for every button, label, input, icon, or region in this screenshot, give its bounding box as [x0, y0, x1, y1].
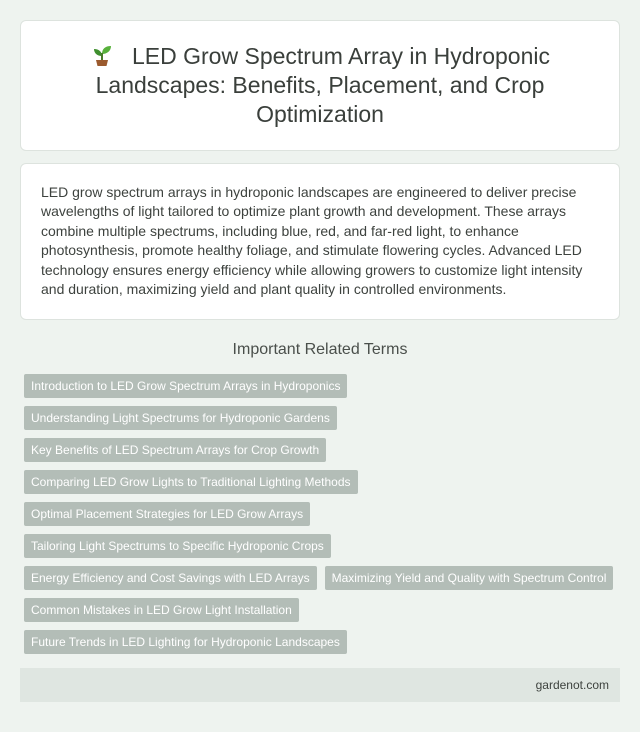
sprout-icon [90, 43, 114, 67]
related-term-tag[interactable]: Optimal Placement Strategies for LED Grow Arrays [24, 502, 310, 526]
related-terms-heading: Important Related Terms [232, 341, 408, 358]
related-term-tag[interactable]: Understanding Light Spectrums for Hydroponic Gardens [24, 406, 337, 430]
related-term-tag[interactable]: Maximizing Yield and Quality with Spectrum Control [325, 566, 614, 590]
intro-card [20, 163, 620, 320]
page-title [61, 42, 579, 129]
related-term-tag[interactable]: Energy Efficiency and Cost Savings with LED Arrays [24, 566, 317, 590]
footer [20, 668, 620, 702]
related-term-tag[interactable]: Key Benefits of LED Spectrum Arrays for Crop Growth [24, 438, 326, 462]
related-term-tag[interactable]: Common Mistakes in LED Grow Light Installation [24, 598, 299, 622]
page-title-text: LED Grow Spectrum Array in Hydroponic Landscapes: Benefits, Placement, and Crop Optimization [95, 43, 550, 127]
related-term-tag[interactable]: Future Trends in LED Lighting for Hydroponic Landscapes [24, 630, 347, 654]
related-term-tag[interactable]: Tailoring Light Spectrums to Specific Hydroponic Crops [24, 534, 331, 558]
related-terms-list [24, 374, 624, 662]
related-term-tag[interactable]: Introduction to LED Grow Spectrum Arrays in Hydroponics [24, 374, 347, 398]
intro-paragraph: LED grow spectrum arrays in hydroponic landscapes are engineered to deliver precise wavelengths of light tailored to optimize plant growth and development. These arrays combine multiple spectrums, including blue, red, and far-red light, to enhance photosynthesis, promote healthy foliage, and stimulate flowering cycles. Advanced LED technology ensures energy efficiency while allowing growers to customize light intensity and duration, maximizing yield and plant quality in controlled environments. [41, 184, 583, 298]
title-card [20, 20, 620, 151]
footer-site-link[interactable]: gardenot.com [535, 678, 609, 692]
related-term-tag[interactable]: Comparing LED Grow Lights to Traditional Lighting Methods [24, 470, 358, 494]
